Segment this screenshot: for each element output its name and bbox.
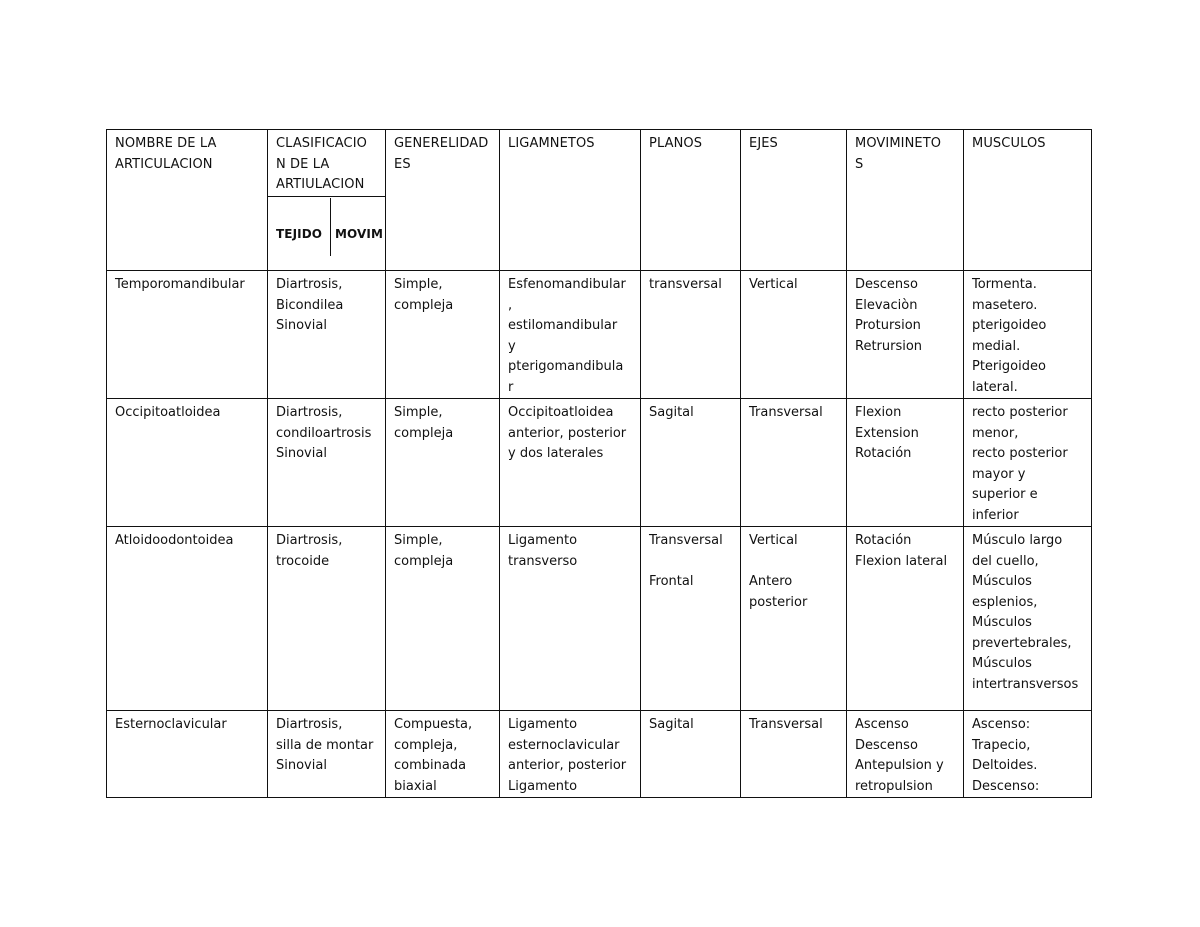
cell-nombre: [107, 271, 268, 399]
cell-line: Antepulsion y: [855, 758, 944, 773]
cell-line: anterior, posterior: [508, 425, 627, 441]
cell-planos: [641, 711, 741, 798]
header-line: PLANOS: [649, 136, 703, 151]
cell-line: Ligamento: [508, 717, 578, 732]
cell-nombre: [107, 399, 268, 527]
cell-clasificacion: [268, 527, 386, 711]
cell-line: Sagital: [649, 717, 694, 732]
cell-line: Simple,: [394, 533, 443, 548]
cell-line: Antero: [749, 574, 793, 589]
cell-ejes: [741, 399, 847, 527]
cell-line: del cuello,: [972, 553, 1039, 569]
cell-ligamentos: [500, 711, 641, 798]
cell-line: Elevaciòn: [855, 297, 918, 313]
header-line: ARTIULACION: [276, 177, 365, 192]
subheader-movim: MOVIM: [335, 226, 384, 241]
table-row: [107, 527, 1092, 711]
cell-ligamentos: [500, 271, 641, 399]
cell-line: ,: [508, 297, 513, 313]
cell-line: Occipitoatloidea: [115, 405, 221, 420]
cell-line: Bicondilea: [276, 297, 344, 313]
cell-line: combinada: [394, 758, 467, 773]
cell-line: retropulsion: [855, 778, 933, 794]
cell-line: Transversal: [749, 717, 823, 732]
cell-line: Protursion: [855, 318, 921, 333]
header-line: ARTICULACION: [115, 156, 213, 172]
cell-line: Sinovial: [276, 318, 327, 333]
cell-line: compleja: [394, 425, 454, 441]
cell-clasificacion: [268, 711, 386, 798]
cell-line: Vertical: [749, 533, 798, 548]
clasificacion-subheader: [276, 196, 384, 266]
cell-line: menor,: [972, 425, 1019, 441]
header-generalidades: [386, 130, 500, 271]
table-row: [107, 399, 1092, 527]
cell-line: Músculo largo: [972, 533, 1063, 548]
cell-line: pterigoideo: [972, 318, 1047, 333]
header-ejes: [741, 130, 847, 271]
cell-line: superior e: [972, 487, 1038, 502]
cell-line: lateral.: [972, 379, 1018, 395]
cell-ligamentos: [500, 527, 641, 711]
cell-line: Flexion: [855, 405, 902, 420]
header-line: MUSCULOS: [972, 136, 1046, 151]
cell-line: Esfenomandibular: [508, 277, 626, 292]
cell-line: trocoide: [276, 553, 330, 569]
cell-line: Descenso: [855, 277, 918, 292]
cell-generalidades: [386, 527, 500, 711]
header-line: NOMBRE DE LA: [115, 136, 217, 151]
cell-nombre: [107, 711, 268, 798]
articulation-table: [106, 129, 1092, 798]
cell-line: Transversal: [649, 533, 723, 548]
cell-ligamentos: [500, 399, 641, 527]
cell-line: Esternoclavicular: [115, 717, 227, 732]
cell-line: condiloartrosis: [276, 425, 372, 441]
header-row: [107, 130, 1092, 271]
cell-line: Pterigoideo: [972, 359, 1046, 374]
cell-line: Flexion lateral: [855, 553, 948, 569]
cell-line: esplenios,: [972, 594, 1038, 610]
cell-line: Transversal: [749, 405, 823, 420]
cell-musculos: [964, 271, 1092, 399]
cell-line: Ascenso: [855, 717, 909, 732]
cell-line: Atloidoodontoidea: [115, 533, 234, 548]
cell-line: Occipitoatloidea: [508, 405, 614, 420]
cell-movimientos: [847, 399, 964, 527]
header-clasificacion: [268, 130, 386, 271]
cell-line: Extension: [855, 425, 919, 441]
cell-nombre: [107, 527, 268, 711]
cell-line: Simple,: [394, 405, 443, 420]
header-line: EJES: [749, 136, 778, 151]
cell-line: Ligamento: [508, 533, 578, 548]
cell-musculos: [964, 527, 1092, 711]
cell-line: prevertebrales,: [972, 635, 1072, 651]
subheader-rule: [268, 196, 386, 197]
cell-line: silla de montar: [276, 737, 374, 753]
cell-line: Ligamento: [508, 778, 578, 794]
cell-line: estilomandibular: [508, 318, 618, 333]
cell-musculos: [964, 711, 1092, 798]
cell-line: Músculos: [972, 615, 1032, 630]
header-movimientos: [847, 130, 964, 271]
cell-line: inferior: [972, 507, 1019, 523]
cell-line: Diartrosis,: [276, 533, 343, 548]
cell-line: pterigomandibula: [508, 359, 624, 374]
cell-generalidades: [386, 271, 500, 399]
header-line: N DE LA: [276, 156, 330, 172]
cell-line: Descenso:: [972, 778, 1040, 794]
cell-line: Descenso: [855, 737, 918, 753]
cell-line: Temporomandibular: [115, 277, 245, 292]
header-nombre: [107, 130, 268, 271]
cell-line: Frontal: [649, 574, 694, 589]
header-line: S: [855, 156, 864, 172]
cell-planos: [641, 527, 741, 711]
cell-movimientos: [847, 527, 964, 711]
cell-line: Sinovial: [276, 446, 327, 461]
cell-line: Compuesta,: [394, 717, 473, 732]
cell-generalidades: [386, 399, 500, 527]
cell-movimientos: [847, 711, 964, 798]
subheader-divider: [330, 198, 331, 256]
cell-line: anterior, posterior: [508, 758, 627, 773]
cell-line: Rotación: [855, 446, 912, 461]
header-planos: [641, 130, 741, 271]
cell-musculos: [964, 399, 1092, 527]
cell-line: Músculos: [972, 574, 1032, 589]
header-line: GENERELIDAD: [394, 136, 489, 151]
cell-line: [649, 552, 734, 573]
cell-line: mayor y: [972, 466, 1026, 482]
cell-line: medial.: [972, 338, 1021, 354]
cell-line: Sinovial: [276, 758, 327, 773]
cell-line: masetero.: [972, 297, 1038, 313]
cell-line: Deltoides.: [972, 758, 1038, 773]
cell-generalidades: [386, 711, 500, 798]
header-line: MOVIMINETO: [855, 136, 942, 151]
cell-line: recto posterior: [972, 405, 1068, 420]
header-line: LIGAMNETOS: [508, 136, 595, 151]
cell-line: Vertical: [749, 277, 798, 292]
cell-line: recto posterior: [972, 446, 1068, 461]
header-line: CLASIFICACIO: [276, 136, 367, 151]
cell-line: Diartrosis,: [276, 717, 343, 732]
cell-line: y: [508, 338, 516, 354]
cell-line: esternoclavicular: [508, 737, 620, 753]
cell-line: Trapecio,: [972, 737, 1031, 753]
cell-line: intertransversos: [972, 676, 1079, 692]
cell-line: compleja: [394, 297, 454, 313]
cell-planos: [641, 399, 741, 527]
cell-line: compleja,: [394, 737, 458, 753]
header-line: ES: [394, 156, 411, 172]
cell-ejes: [741, 711, 847, 798]
cell-line: posterior: [749, 594, 808, 610]
cell-clasificacion: [268, 271, 386, 399]
header-musculos: [964, 130, 1092, 271]
cell-line: compleja: [394, 553, 454, 569]
cell-line: Rotación: [855, 533, 912, 548]
table-row: [107, 711, 1092, 798]
cell-line: Ascenso:: [972, 717, 1031, 732]
cell-planos: [641, 271, 741, 399]
cell-line: y dos laterales: [508, 446, 604, 461]
cell-line: Diartrosis,: [276, 405, 343, 420]
header-ligamentos: [500, 130, 641, 271]
table-row: [107, 271, 1092, 399]
cell-line: Músculos: [972, 656, 1032, 671]
cell-line: Diartrosis,: [276, 277, 343, 292]
cell-line: transverso: [508, 553, 578, 569]
cell-line: Sagital: [649, 405, 694, 420]
cell-line: r: [508, 379, 514, 395]
cell-movimientos: [847, 271, 964, 399]
cell-clasificacion: [268, 399, 386, 527]
cell-line: biaxial: [394, 778, 437, 794]
cell-line: Tormenta.: [972, 277, 1037, 292]
cell-ejes: [741, 271, 847, 399]
cell-ejes: [741, 527, 847, 711]
cell-line: [749, 552, 840, 573]
subheader-tejido: TEJIDO: [276, 226, 323, 241]
cell-line: transversal: [649, 277, 722, 292]
cell-line: Simple,: [394, 277, 443, 292]
cell-line: Retrursion: [855, 338, 923, 354]
